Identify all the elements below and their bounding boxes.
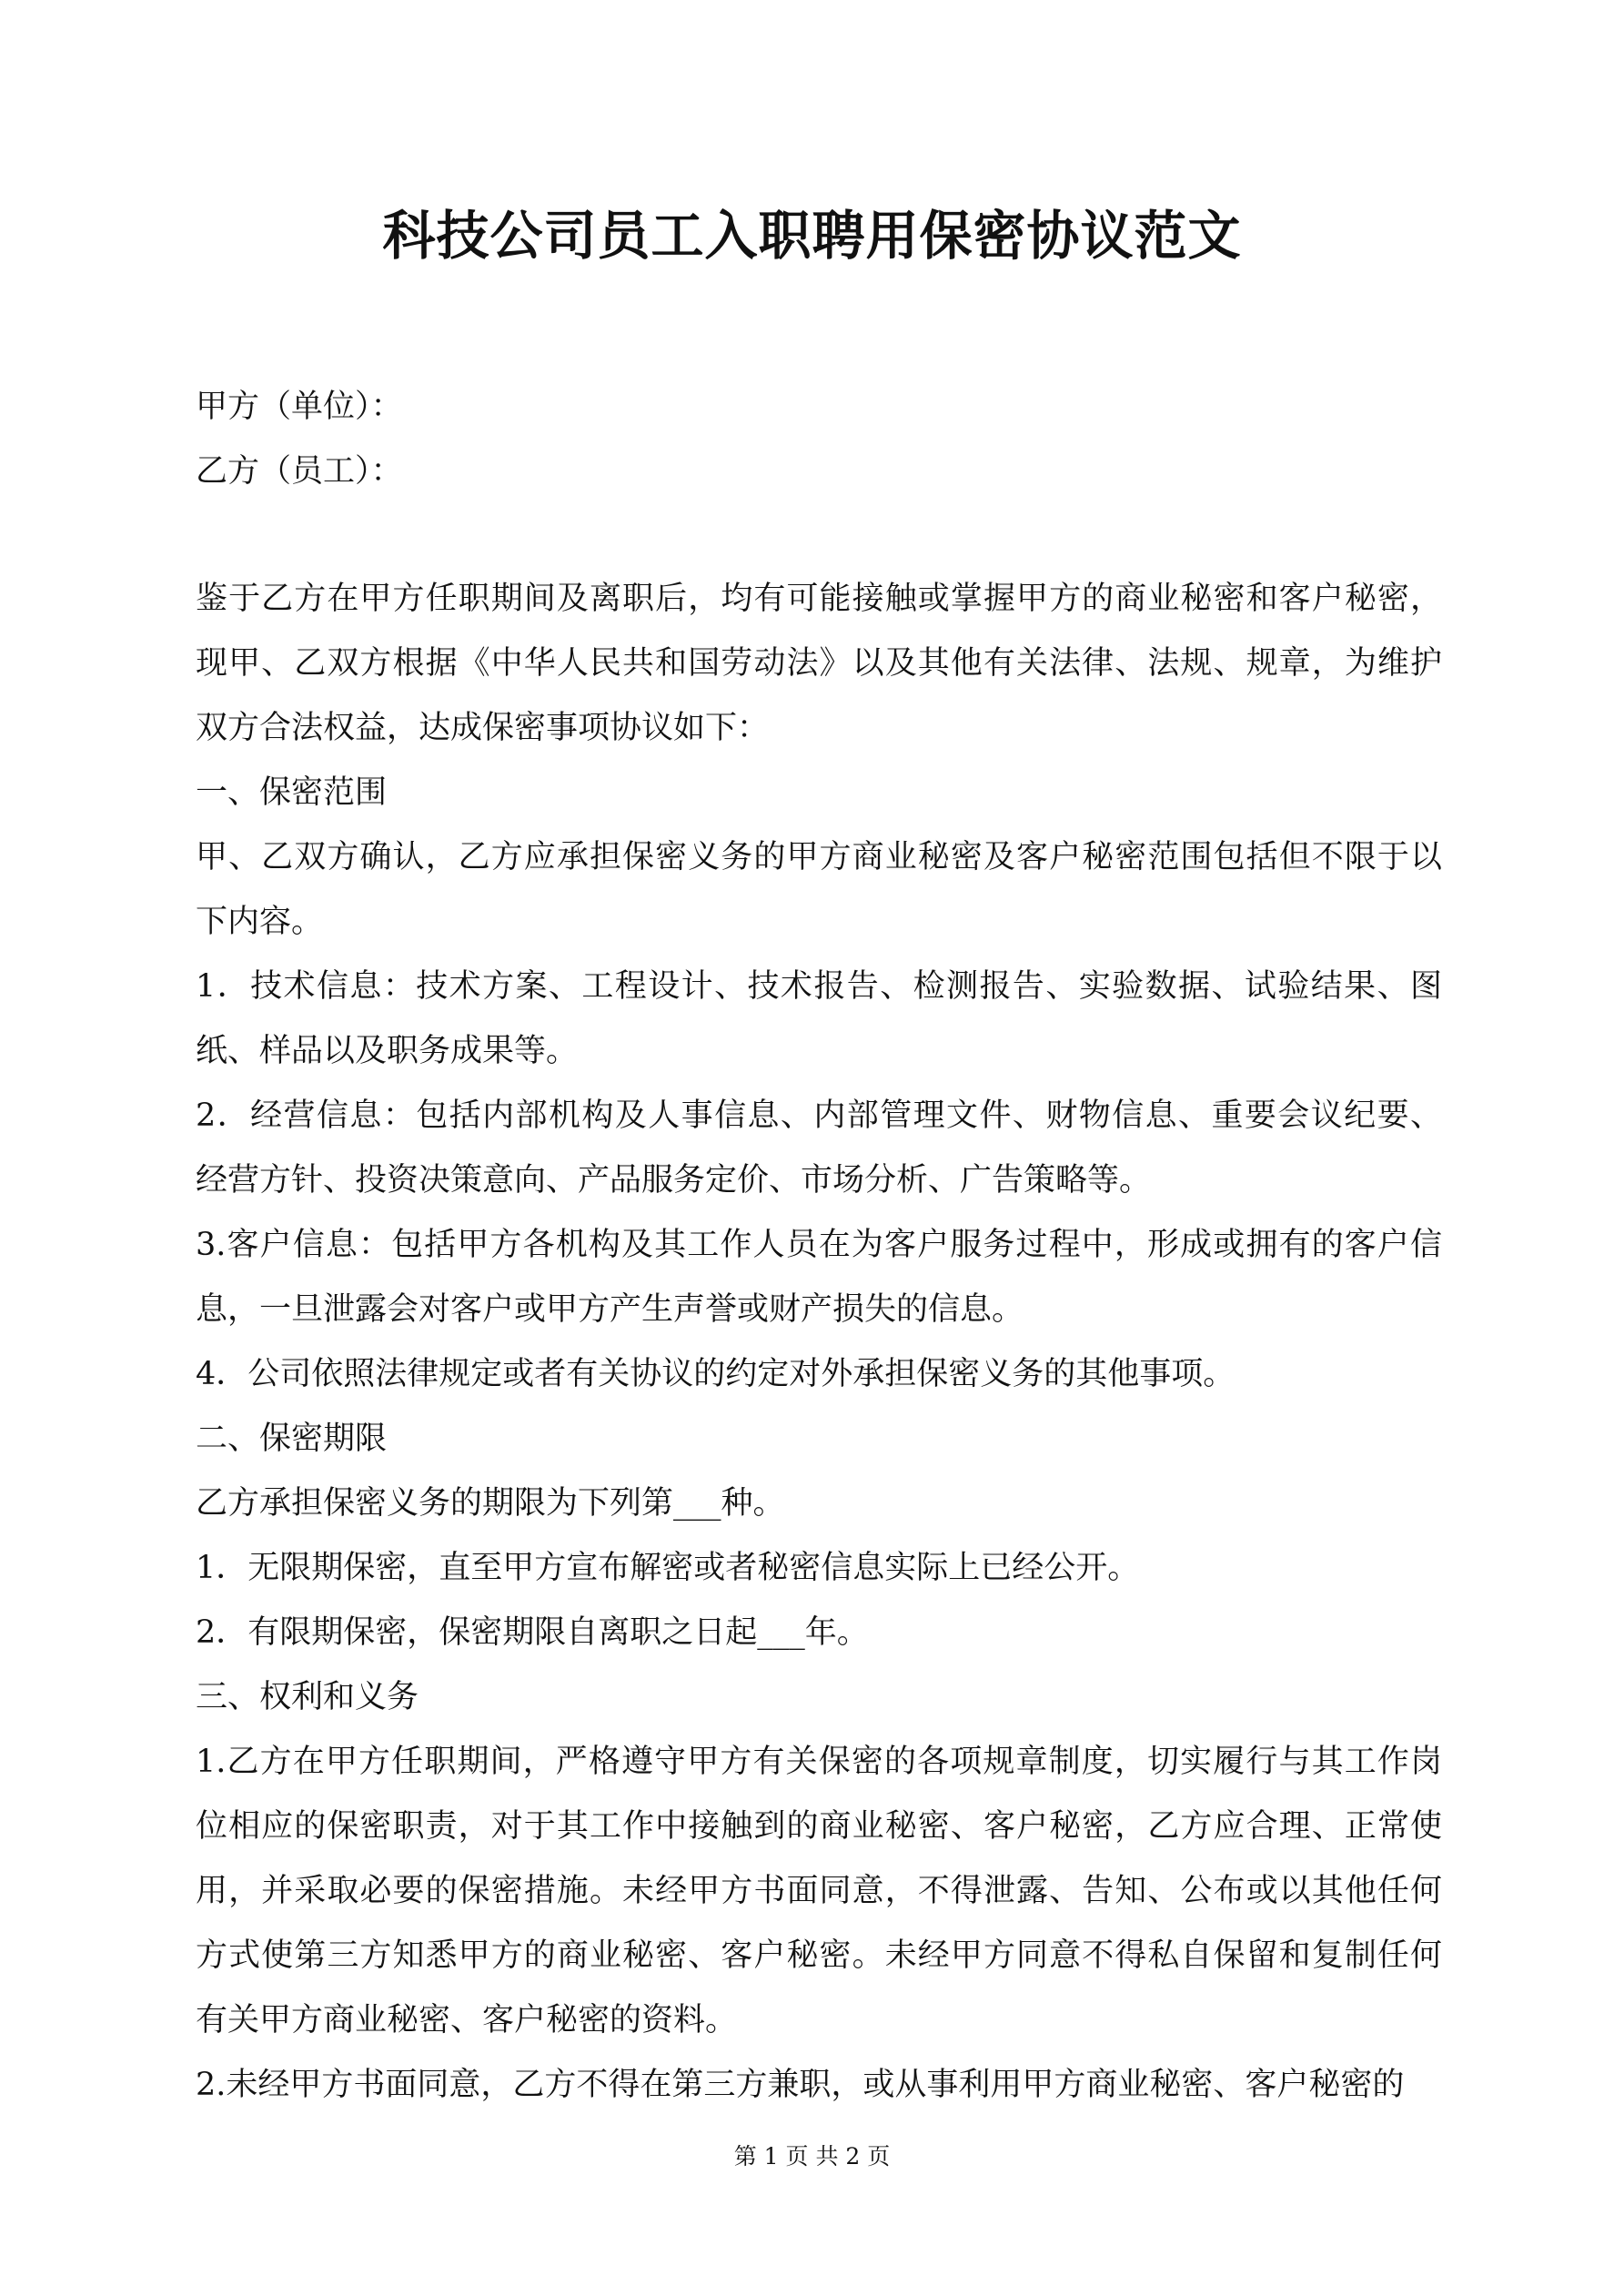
text-line: 乙方承担保密义务的期限为下列第___种。	[196, 1485, 785, 1522]
page-footer: 第 1 页 共 2 页	[733, 2143, 891, 2170]
text-line: 2.未经甲方书面同意，乙方不得在第三方兼职，或从事利用甲方商业秘密、客户秘密的	[196, 2067, 1405, 2103]
paragraph	[196, 1472, 1442, 1536]
party-list	[196, 375, 1442, 504]
text-line: 4．公司依照法律规定或者有关协议的约定对外承担保密义务的其他事项。	[196, 1356, 1236, 1392]
paragraph	[196, 761, 1442, 825]
text-line: 用，并采取必要的保密措施。未经甲方书面同意，不得泄露、告知、公布或以其他任何	[196, 1873, 1442, 1909]
paragraph	[196, 1342, 1442, 1407]
text-line: 3.客户信息：包括甲方各机构及其工作人员在为客户服务过程中，形成或拥有的客户信	[196, 1227, 1442, 1263]
text-line: 经营方针、投资决策意向、产品服务定价、市场分析、广告策略等。	[196, 1162, 1152, 1199]
paragraph	[196, 825, 1442, 955]
paragraph	[196, 1213, 1442, 1342]
text-line: 下内容。	[196, 904, 324, 940]
paragraph	[196, 1536, 1442, 1601]
text-line: 甲、乙双方确认，乙方应承担保密义务的甲方商业秘密及客户秘密范围包括但不限于以	[196, 839, 1442, 875]
text-line: 三、权利和义务	[196, 1679, 419, 1715]
paragraph	[196, 1730, 1442, 2053]
paragraph	[196, 2053, 1442, 2118]
paragraph	[196, 567, 1442, 761]
party-line	[196, 375, 1442, 440]
paragraph	[196, 1084, 1442, 1213]
text-line: 息，一旦泄露会对客户或甲方产生声誉或财产损失的信息。	[196, 1291, 1024, 1328]
text-line: 纸、样品以及职务成果等。	[196, 1033, 579, 1069]
text-line: 一、保密范围	[196, 774, 388, 811]
text-line: 有关甲方商业秘密、客户秘密的资料。	[196, 2002, 738, 2038]
text-line: 1.乙方在甲方任职期间，严格遵守甲方有关保密的各项规章制度，切实履行与其工作岗	[196, 1744, 1442, 1780]
text-line: 1．无限期保密，直至甲方宣布解密或者秘密信息实际上已经公开。	[196, 1550, 1140, 1586]
paragraph	[196, 955, 1442, 1084]
text-line: 二、保密期限	[196, 1421, 388, 1457]
text-line: 鉴于乙方在甲方任职期间及离职后，均有可能接触或掌握甲方的商业秘密和客户秘密，	[196, 581, 1442, 617]
text-line: 2．经营信息：包括内部机构及人事信息、内部管理文件、财物信息、重要会议纪要、	[196, 1097, 1442, 1134]
text-line: 2．有限期保密，保密期限自离职之日起___年。	[196, 1614, 869, 1651]
text-line: 甲方（单位）：	[196, 389, 403, 425]
document-title: 科技公司员工入职聘用保密协议范文	[382, 205, 1242, 267]
text-line: 方式使第三方知悉甲方的商业秘密、客户秘密。未经甲方同意不得私自保留和复制任何	[196, 1937, 1442, 1974]
paragraph	[196, 1601, 1442, 1665]
party-line	[196, 440, 1442, 504]
text-line: 双方合法权益，达成保密事项协议如下：	[196, 710, 770, 746]
text-line: 乙方（员工）：	[196, 453, 403, 490]
paragraph	[196, 1665, 1442, 1730]
text-line: 位相应的保密职责，对于其工作中接触到的商业秘密、客户秘密，乙方应合理、正常使	[196, 1808, 1442, 1845]
document-body	[196, 567, 1442, 2118]
text-line: 现甲、乙双方根据《中华人民共和国劳动法》以及其他有关法律、法规、规章，为维护	[196, 645, 1442, 682]
paragraph	[196, 1407, 1442, 1472]
text-line: 1．技术信息：技术方案、工程设计、技术报告、检测报告、实验数据、试验结果、图	[196, 968, 1442, 1005]
